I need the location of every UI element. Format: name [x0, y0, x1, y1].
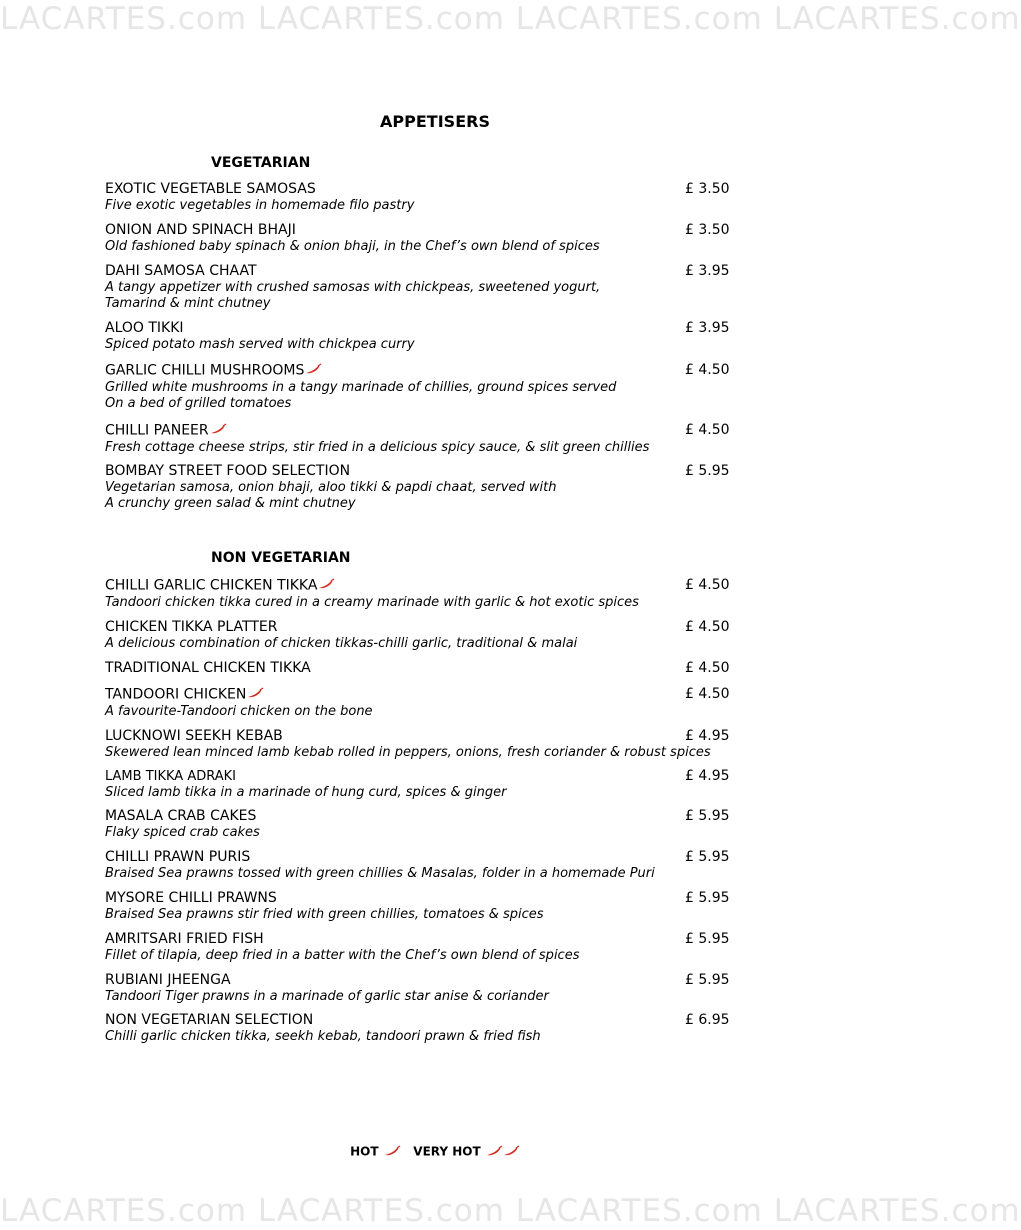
menu-item-price: £ 4.50 — [685, 686, 730, 702]
chilli-icon — [383, 1144, 401, 1158]
chilli-icon — [318, 577, 335, 594]
section-title: VEGETARIAN — [211, 155, 311, 171]
menu-item-price: £ 3.50 — [685, 181, 730, 197]
menu-item-price: £ 3.95 — [685, 320, 730, 336]
menu-item-name-text: RUBIANI JHEENGA — [105, 972, 231, 988]
menu-item — [105, 320, 745, 353]
menu-item-name — [105, 263, 745, 280]
menu-item-description: Fillet of tilapia, deep fried in a batter with the Chef’s own blend of spices — [105, 948, 580, 963]
menu-item-name — [105, 422, 745, 440]
menu-item — [105, 463, 745, 512]
menu-item-name-text: ONION AND SPINACH BHAJI — [105, 222, 296, 238]
menu-item-description: Flaky spiced crab cakes — [105, 825, 260, 840]
menu-item-description: On a bed of grilled tomatoes — [105, 395, 292, 411]
menu-item — [105, 181, 745, 214]
menu-item-name — [105, 931, 745, 948]
menu-item-name — [105, 849, 745, 866]
chilli-icon — [305, 362, 322, 379]
menu-item-name — [105, 577, 745, 595]
menu-item — [105, 577, 745, 611]
menu-item-name — [105, 768, 745, 785]
menu-item-price: £ 5.95 — [685, 808, 730, 824]
menu-item-name-text: MASALA CRAB CAKES — [105, 808, 257, 824]
menu-item-name — [105, 320, 745, 337]
menu-item — [105, 931, 745, 964]
menu-item — [105, 619, 745, 652]
menu-item — [105, 728, 745, 761]
legend-very-hot-label: VERY HOT — [413, 1144, 481, 1159]
menu-item-price: £ 5.95 — [685, 890, 730, 906]
section-title: NON VEGETARIAN — [211, 550, 351, 566]
menu-item-name-text: TRADITIONAL CHICKEN TIKKA — [105, 660, 311, 676]
menu-item-description: Braised Sea prawns stir fried with green chillies, tomatoes & spices — [105, 907, 544, 922]
page-title: APPETISERS — [380, 112, 490, 131]
menu-item — [105, 890, 745, 923]
menu-item-name-text: AMRITSARI FRIED FISH — [105, 931, 264, 947]
menu-item-name-text: LUCKNOWI SEEKH KEBAB — [105, 728, 283, 744]
menu-item-description: Chilli garlic chicken tikka, seekh kebab, tandoori prawn & fried fish — [105, 1029, 541, 1044]
menu-item-price: £ 5.95 — [685, 463, 730, 479]
menu-item — [105, 222, 745, 255]
double-chilli-icon — [485, 1144, 520, 1158]
menu-item — [105, 263, 745, 312]
menu-item-description: Grilled white mushrooms in a tangy marinade of chillies, ground spices served — [105, 379, 617, 395]
menu-item — [105, 972, 745, 1005]
chilli-icon — [210, 422, 227, 439]
menu-item-description: Tandoori Tiger prawns in a marinade of garlic star anise & coriander — [105, 989, 549, 1004]
menu-item-name — [105, 222, 745, 239]
menu-item-description: Five exotic vegetables in homemade filo pastry — [105, 198, 415, 213]
menu-item — [105, 1012, 745, 1045]
chilli-icon — [247, 686, 264, 703]
menu-item-description: A delicious combination of chicken tikkas-chilli garlic, traditional & malai — [105, 636, 578, 651]
menu-item-name — [105, 728, 745, 745]
menu-item-description: A tangy appetizer with crushed samosas with chickpeas, sweetened yogurt, — [105, 280, 601, 295]
menu-item-name-text: CHILLI PRAWN PURIS — [105, 849, 251, 865]
menu-item-price: £ 4.50 — [685, 660, 730, 676]
menu-item-name — [105, 972, 745, 989]
menu-item-price: £ 5.95 — [685, 849, 730, 865]
menu-item-name — [105, 686, 745, 704]
menu-item-name — [105, 808, 745, 825]
menu-item-price: £ 5.95 — [685, 931, 730, 947]
menu-item — [105, 768, 745, 801]
menu-item-name-text: CHILLI PANEER — [105, 422, 209, 439]
menu-item-description: Spiced potato mash served with chickpea curry — [105, 337, 415, 352]
menu-item-name-text: NON VEGETARIAN SELECTION — [105, 1012, 314, 1028]
watermark-top: LACARTES.com LACARTES.com LACARTES.com LACARTES.com — [0, 1, 1021, 37]
menu-item-name — [105, 362, 745, 380]
menu-item-name — [105, 890, 745, 907]
menu-item-name — [105, 619, 745, 636]
menu-item-name-text: DAHI SAMOSA CHAAT — [105, 263, 257, 279]
menu-item-description: Braised Sea prawns tossed with green chillies & Masalas, folder in a homemade Puri — [105, 866, 655, 881]
menu-item-description: Tamarind & mint chutney — [105, 296, 271, 311]
menu-item-name-text: EXOTIC VEGETABLE SAMOSAS — [105, 181, 316, 197]
menu-item-name — [105, 181, 745, 198]
menu-item-price: £ 3.95 — [685, 263, 730, 279]
heat-legend — [0, 1144, 870, 1159]
menu-item-price: £ 4.50 — [685, 362, 730, 378]
menu-item-name-text: BOMBAY STREET FOOD SELECTION — [105, 463, 351, 479]
menu-item-description: Vegetarian samosa, onion bhaji, aloo tikki & papdi chaat, served with — [105, 480, 557, 495]
menu-item-name — [105, 660, 745, 677]
menu-item-description: Sliced lamb tikka in a marinade of hung curd, spices & ginger — [105, 785, 507, 800]
menu-item-name-text: LAMB TIKKA ADRAKI — [105, 769, 236, 784]
legend-hot-label: HOT — [350, 1144, 379, 1159]
menu-item-name-text: ALOO TIKKI — [105, 320, 184, 336]
menu-item-price: £ 6.95 — [685, 1012, 730, 1028]
menu-item-price: £ 4.50 — [685, 422, 730, 438]
menu-item-name-text: CHICKEN TIKKA PLATTER — [105, 619, 278, 635]
menu-item-price: £ 4.95 — [685, 768, 730, 784]
menu-item — [105, 849, 745, 882]
menu-item-description: Fresh cottage cheese strips, stir fried in a delicious spicy sauce, & slit green chillies — [105, 439, 650, 455]
menu-item-price: £ 5.95 — [685, 972, 730, 988]
menu-item-name — [105, 1012, 745, 1029]
menu-item-name-text: MYSORE CHILLI PRAWNS — [105, 890, 277, 906]
menu-item-description: A favourite-Tandoori chicken on the bone — [105, 703, 373, 719]
menu-item-name-text: CHILLI GARLIC CHICKEN TIKKA — [105, 577, 318, 594]
menu-item-name-text: GARLIC CHILLI MUSHROOMS — [105, 362, 305, 379]
menu-item-description: Tandoori chicken tikka cured in a creamy marinade with garlic & hot exotic spices — [105, 594, 639, 610]
menu-item — [105, 422, 745, 456]
menu-item — [105, 686, 745, 720]
menu-item-name-text: TANDOORI CHICKEN — [105, 686, 247, 703]
menu-item-name — [105, 463, 745, 480]
menu-item — [105, 362, 745, 412]
menu-item-price: £ 4.95 — [685, 728, 730, 744]
menu-item-description: A crunchy green salad & mint chutney — [105, 496, 356, 511]
menu-item-price: £ 4.50 — [685, 577, 730, 593]
watermark-bottom: LACARTES.com LACARTES.com LACARTES.com LACARTES.com — [0, 1193, 1021, 1229]
menu-item — [105, 660, 745, 677]
menu-item-price: £ 3.50 — [685, 222, 730, 238]
menu-item-price: £ 4.50 — [685, 619, 730, 635]
menu-item-description: Skewered lean minced lamb kebab rolled in peppers, onions, fresh coriander & robust spices — [105, 745, 711, 760]
menu-item — [105, 808, 745, 841]
menu-item-description: Old fashioned baby spinach & onion bhaji, in the Chef’s own blend of spices — [105, 239, 600, 254]
